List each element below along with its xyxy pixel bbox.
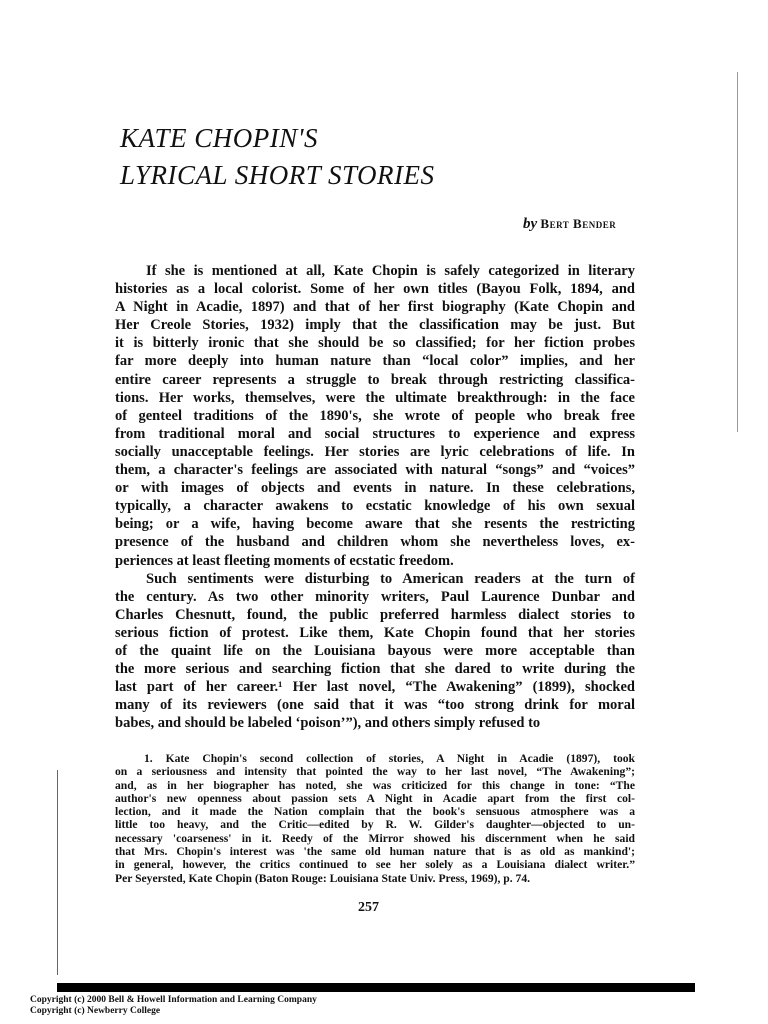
byline-author: Bert Bender xyxy=(540,216,617,231)
footnote-line: on a seriousness and intensity that pointed the way to her last novel, “The Awakening”; xyxy=(115,765,635,779)
footnote-line: author's new openness about passion sets A Night in Acadie apart from the first col- xyxy=(115,791,635,805)
body-line: A Night in Acadie, 1897) and that of her first biography (Kate Chopin and xyxy=(115,299,635,316)
body-line: histories as a local colorist. Some of her own titles (Bayou Folk, 1894, and xyxy=(115,281,635,298)
footnote-line: and, as in her biographer has noted, she was criticized for this change in tone: “The xyxy=(115,778,635,792)
body-line: serious fiction of protest. Like them, Kate Chopin found that her stories xyxy=(115,624,635,641)
title-line-2: LYRICAL SHORT STORIES xyxy=(120,160,435,190)
article-title xyxy=(120,120,435,194)
copyright-notice xyxy=(30,995,317,1017)
body-line: typically, a character awakens to ecstatic knowledge of his own sexual xyxy=(115,498,635,515)
body-line: Such sentiments were disturbing to American readers at the turn of xyxy=(146,570,635,587)
scan-bottom-bar xyxy=(57,983,695,992)
body-line: them, a character's feelings are associated with natural “songs” and “voices” xyxy=(115,462,635,479)
body-line: Charles Chesnutt, found, the public preferred harmless dialect stories to xyxy=(115,606,635,623)
footnote xyxy=(115,752,635,885)
body-line: periences at least fleeting moments of ecstatic freedom. xyxy=(115,552,454,569)
scan-edge-line xyxy=(737,72,738,432)
body-text xyxy=(115,262,635,732)
footnote-line: 1. Kate Chopin's second collection of stories, A Night in Acadie (1897), took xyxy=(144,752,635,765)
body-line: or with images of objects and events in nature. In these celebrations, xyxy=(115,480,635,497)
body-line: tions. Her works, themselves, were the ultimate breakthrough: in the face xyxy=(115,389,635,406)
body-line: babes, and should be labeled ‘poison’”), and others simply refused to xyxy=(115,715,541,732)
copyright-line-1: Copyright (c) 2000 Bell & Howell Information and Learning Company xyxy=(30,995,317,1005)
title-line-1: KATE CHOPIN'S xyxy=(120,123,319,153)
body-line: socially unacceptable feelings. Her stories are lyric celebrations of life. In xyxy=(115,443,635,460)
body-line: Her Creole Stories, 1932) imply that the classification may be just. But xyxy=(115,317,635,334)
body-line: of genteel traditions of the 1890's, she wrote of people who break free xyxy=(115,407,635,424)
body-line: last part of her career.¹ Her last novel, “The Awakening” (1899), shocked xyxy=(115,679,635,696)
body-line: entire career represents a struggle to break through restricting classifica- xyxy=(115,371,635,388)
body-line: it is bitterly ironic that she should be so classified; for her fiction probes xyxy=(115,335,635,352)
footnote-line: Per Seyersted, Kate Chopin (Baton Rouge: Louisiana State Univ. Press, 1969), p. 74. xyxy=(115,871,531,885)
body-line: the century. As two other minority writers, Paul Laurence Dunbar and xyxy=(115,588,635,605)
footnote-line: little too heavy, and the Critic—edited by R. W. Gilder's daughter—objected to un- xyxy=(115,818,635,832)
byline xyxy=(523,216,616,233)
body-line: presence of the husband and children whom she nevertheless loves, ex- xyxy=(115,534,635,551)
body-line: far more deeply into human nature than “local color” implies, and her xyxy=(115,353,635,370)
footnote-line: lection, and it made the Nation complain that the book's sensuous atmosphere was a xyxy=(115,805,635,819)
body-line: of the quaint life on the Louisiana bayous were more acceptable than xyxy=(115,642,635,659)
byline-by: by xyxy=(523,216,538,232)
copyright-line-2: Copyright (c) Newberry College xyxy=(30,1006,161,1016)
footnote-line: necessary 'coarseness' in it. Reedy of the Mirror showed his discernment when he said xyxy=(115,831,635,845)
body-line: If she is mentioned at all, Kate Chopin is safely categorized in literary xyxy=(146,263,635,279)
footnote-line: in general, however, the critics continued to see her solely as a Louisiana dialect writer.” xyxy=(115,858,635,872)
body-line: being; or a wife, having become aware that she resents the restricting xyxy=(115,516,635,533)
body-line: many of its reviewers (one said that it was “too strong drink for moral xyxy=(115,697,635,714)
body-line: from traditional moral and social structures to experience and express xyxy=(115,425,635,442)
scan-margin-line xyxy=(57,770,58,975)
footnote-line: that Mrs. Chopin's interest was 'the same old human nature that is as old as mankind'; xyxy=(115,845,635,859)
body-line: the more serious and searching fiction that she dared to write during the xyxy=(115,661,635,678)
page-number: 257 xyxy=(358,900,379,915)
